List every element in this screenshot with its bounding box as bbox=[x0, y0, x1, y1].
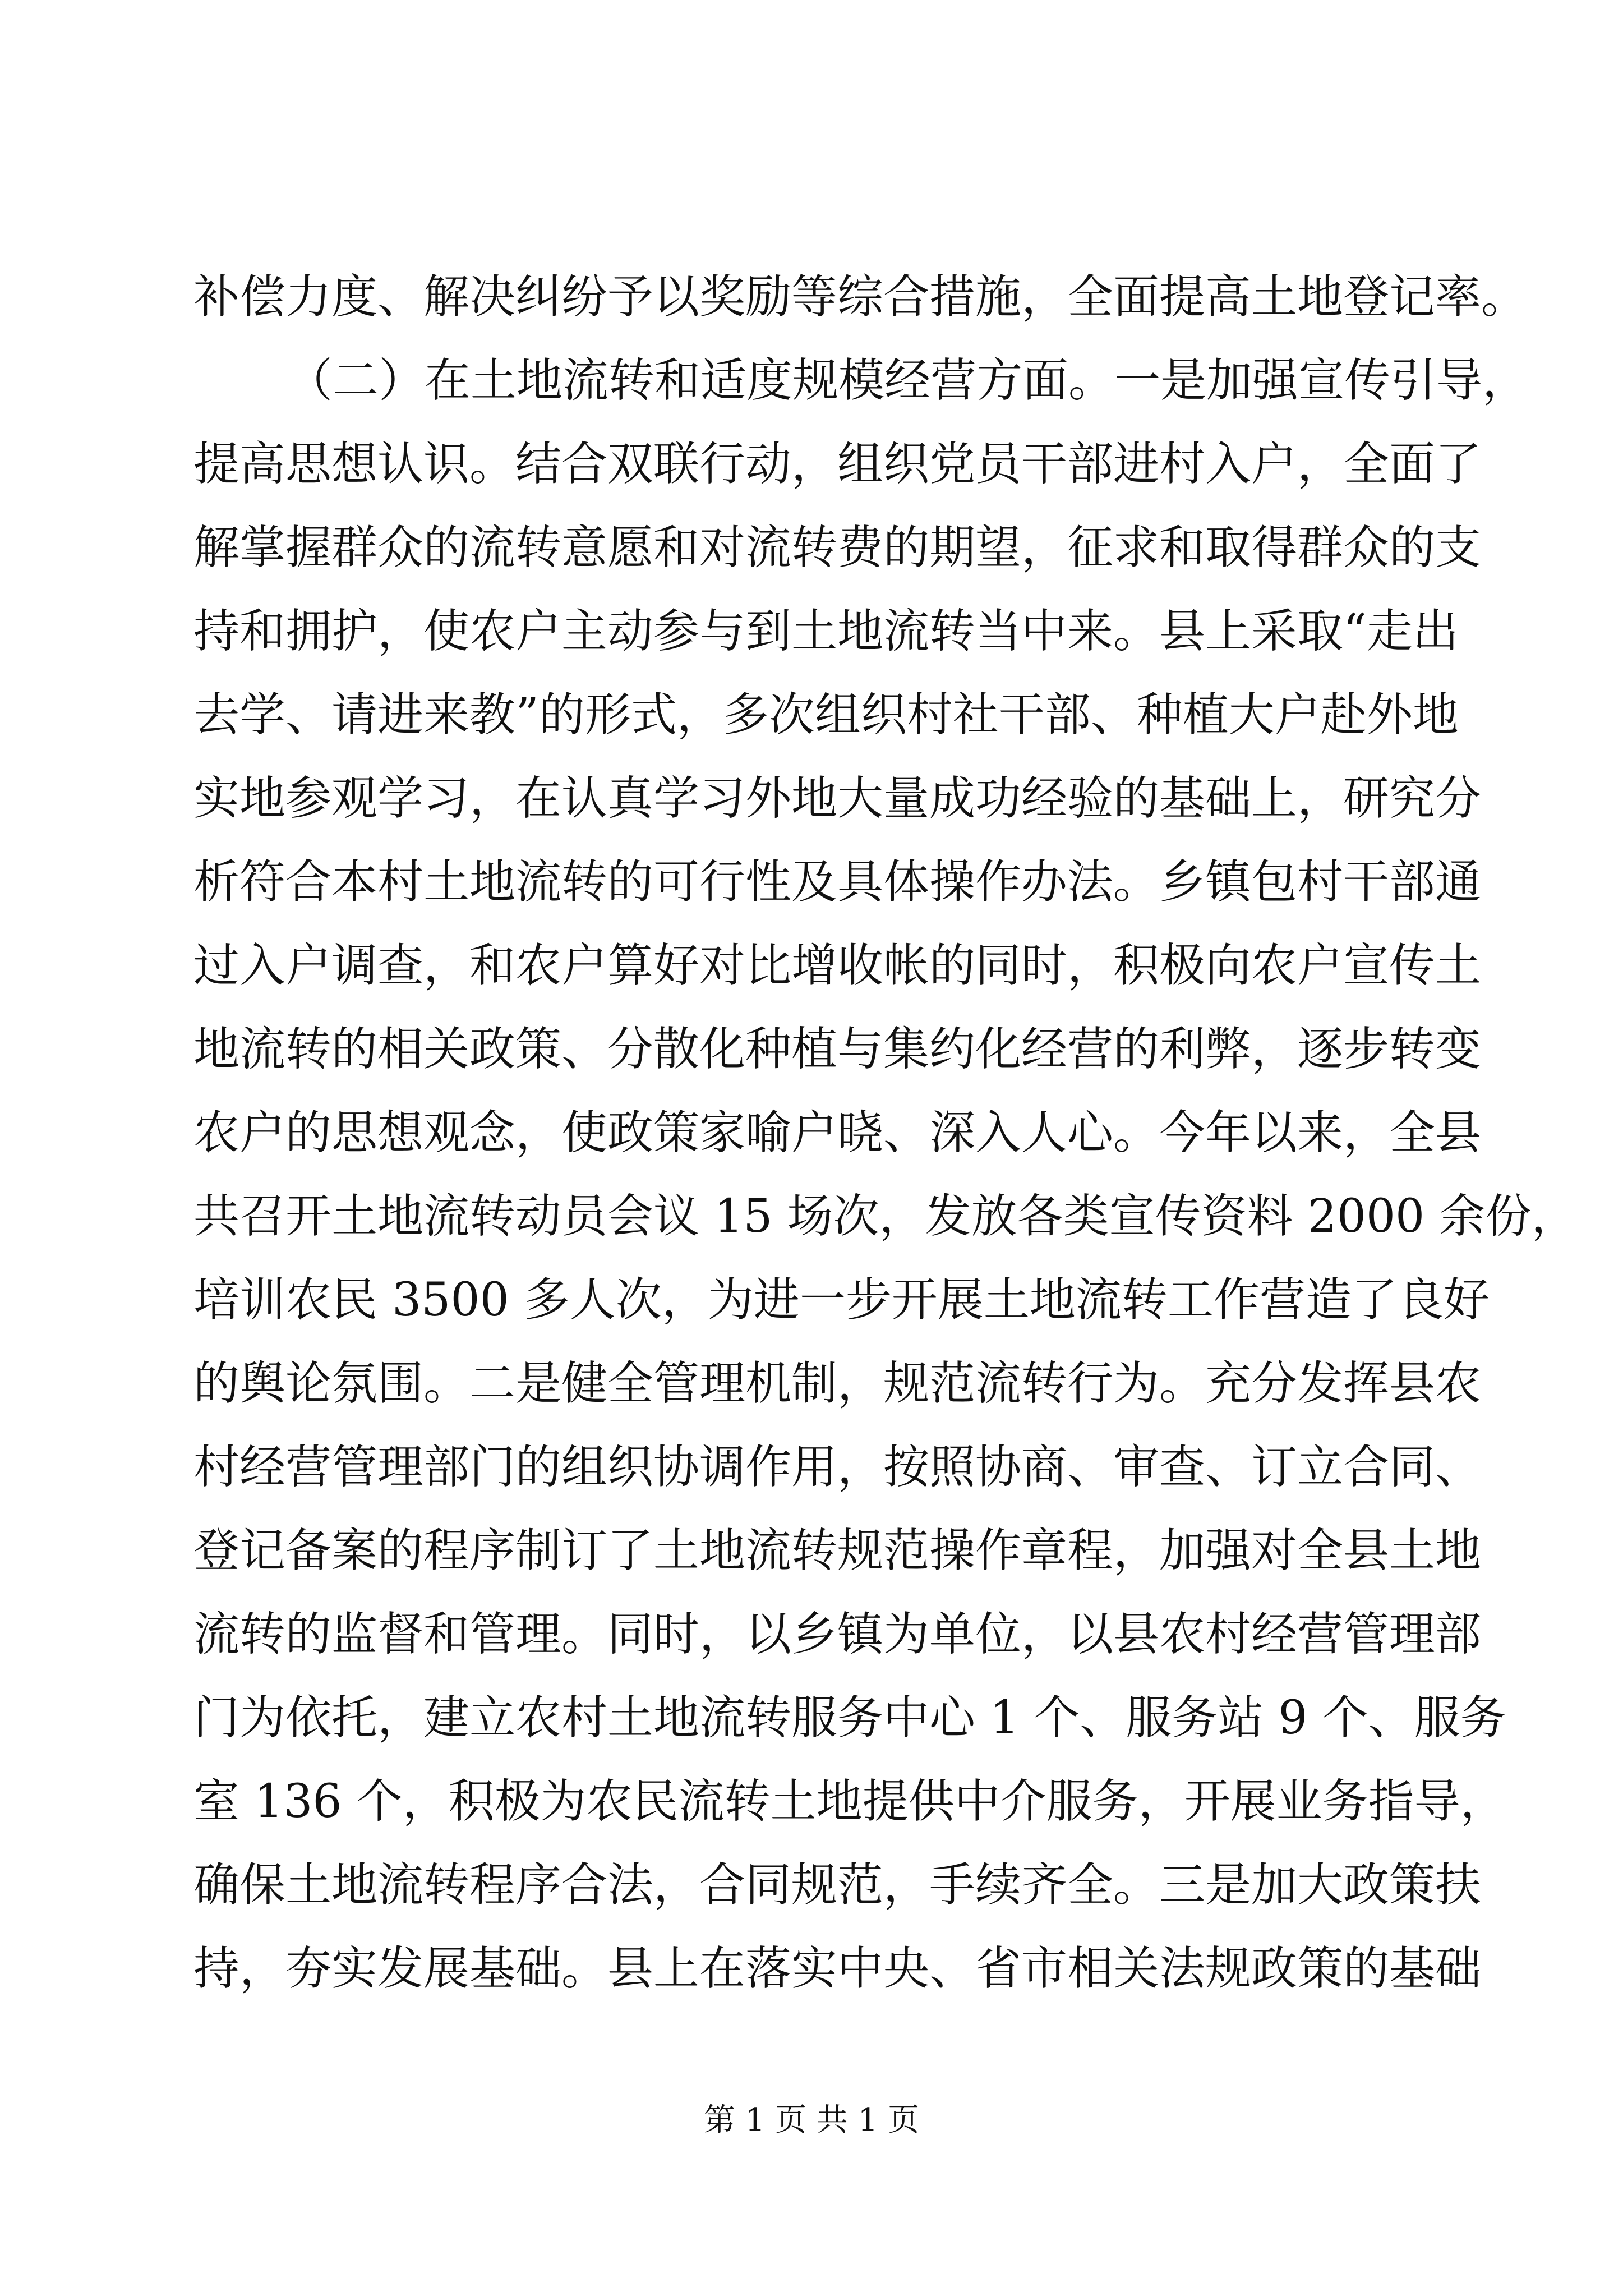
text-line: 去学、请进来教”的形式，多次组织村社干部、种植大户赴外地 bbox=[193, 688, 1459, 742]
text-line: 过入户调查，和农户算好对比增收帐的同时，积极向农户宣传土 bbox=[193, 939, 1482, 992]
text-line: 持和拥护，使农户主动参与到土地流转当中来。县上采取“走出 bbox=[193, 605, 1459, 658]
text-line: 确保土地流转程序合法，合同规范，手续齐全。三是加大政策扶 bbox=[193, 1858, 1482, 1912]
text-line: 流转的监督和管理。同时，以乡镇为单位，以县农村经营管理部 bbox=[193, 1608, 1482, 1661]
text-line: 农户的思想观念，使政策家喻户晓、深入人心。今年以来，全县 bbox=[193, 1106, 1482, 1159]
text-line: 培训农民 3500 多人次，为进一步开展土地流转工作营造了良好 bbox=[193, 1273, 1490, 1327]
text-line: 共召开土地流转动员会议 15 场次，发放各类宣传资料 2000 余份， bbox=[193, 1190, 1578, 1243]
text-line: 实地参观学习，在认真学习外地大量成功经验的基础上，研究分 bbox=[193, 772, 1482, 825]
text-line: 登记备案的程序制订了土地流转规范操作章程，加强对全县土地 bbox=[193, 1524, 1482, 1577]
text-line: 提高思想认识。结合双联行动，组织党员干部进村入户，全面了 bbox=[193, 438, 1482, 491]
paragraph-start-line: （二）在土地流转和适度规模经营方面。一是加强宣传引导， bbox=[287, 354, 1529, 407]
text-line: 门为依托，建立农村土地流转服务中心 1 个、服务站 9 个、服务 bbox=[193, 1691, 1506, 1745]
page-footer: 第 1 页 共 1 页 bbox=[703, 2102, 920, 2138]
text-line: 解掌握群众的流转意愿和对流转费的期望，征求和取得群众的支 bbox=[193, 521, 1482, 574]
body-text bbox=[193, 255, 1578, 2010]
text-line: 室 136 个，积极为农民流转土地提供中介服务，开展业务指导， bbox=[193, 1775, 1506, 1828]
text-line: 补偿力度、解决纠纷予以奖励等综合措施，全面提高土地登记率。 bbox=[193, 270, 1528, 324]
text-line: 持，夯实发展基础。县上在落实中央、省市相关法规政策的基础 bbox=[193, 1942, 1482, 1995]
text-line: 析符合本村土地流转的可行性及具体操作办法。乡镇包村干部通 bbox=[193, 855, 1482, 909]
text-line: 的舆论氛围。二是健全管理机制，规范流转行为。充分发挥县农 bbox=[193, 1357, 1482, 1410]
text-line: 地流转的相关政策、分散化种植与集约化经营的利弊，逐步转变 bbox=[193, 1023, 1482, 1076]
text-line: 村经营管理部门的组织协调作用，按照协商、审查、订立合同、 bbox=[193, 1441, 1482, 1494]
